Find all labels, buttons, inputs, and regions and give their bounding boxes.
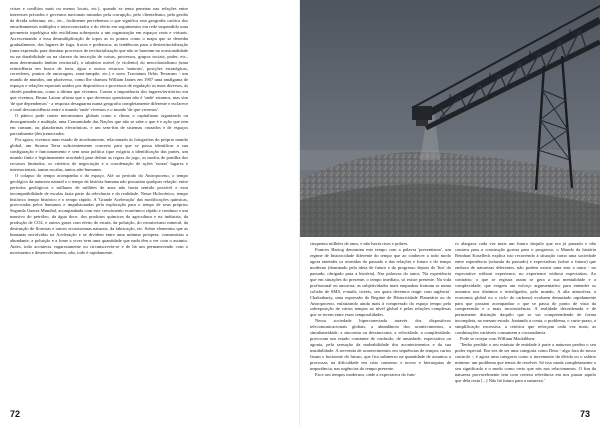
page-number-left: 72 [10, 409, 21, 419]
left-paragraph: Por agora, vivemos num estado de atordoamento, relacionado às fotografias do próprio mundo global, um Stroma Terra suficientemente concreto para que se possa identificar a sua configuração e funcionamento e sem uma política (que exigiria a identificação das partes, um mundo finito e legitimamente acordado) para definir as regras do jogo, os modos de partilha dos recursos limitados, os critérios de negociação e a coordenação de ações 'outras' lugares e internacionais, tantas escalas, tantos não-humanos. [10, 136, 188, 172]
right-column-2 [455, 241, 596, 403]
right-text-columns [310, 241, 596, 403]
left-paragraph: crises e conflitos mais ou menos locais, etc.), quando se tenta penetrar nas relações entre interesses privados e governos nacionais minados pela corrupção, pelo clientelismo, pela gestão da dívida soberana, etc., etc., facilmente percebemos o que significa esta geografia caótica dos encadeamentos múltiplos e interconectados e do efeito em seguimentos em rede suspendido uma geometria topológica não euclidiana sobreposta a um organização em espaços reais e virtuais. Acrescentando a essa desmultiplicação de topos as os pontos como o mapa que se desenha gradualmente, dos lugares de fuga, fracos e poderosos, as tendências para a desterritorialização (uma expressão para dominar processos de territorialização que não se baseiam na ocasionalidade ou na durabilidade ou na clareza da inscrição de coisas, processos, grupos sociais, poder, etc., num determinado âmbito territorial), o tabuleiro móvel (e violento) do neocolonialismo (uma reincidência em busca de terra, água e outros recursos 'naturais', posições estratégicas, corredores, pontos de ancoragem, zona-tampão, etc.) e novo Tractatum Orbis Terrarum - um mundo de mundos, um pluriverso, como lhe chamou William James em 1907 uma amálgama de espaços e relações espaciais unidos por dispositivos e processos de regulação os mais diversos, às chinês pandemias, como a última que vivemos. Contra a importância dos lugares/territórios em que vivemos, Bruno Latour afirma que o que devemos questionar não é 'onde' estamos, mas sim 'de que dependemos' - a resposta desaguarna numa geografia completamente diferente e esclarece o total desconcidência entre o mundo 'onde' vivemos e o mundo 'de que vivemos'. [10, 6, 188, 113]
right-paragraph: Nessa sociedade hiperconectada através dos dispositivos telecomunicacionais globais, a abundância dos acontecimentos, a simultaneidade, a sincronia ou dessincronia, a velocidade, a complexidade, provocam um estado constante de confusão, de ansiedade, expectativa ou agonia, pela sensação da maleabilidade dos acontecimentos e da sua instabilidade. A serventia de acontecimentos em sequências de tempos curtos fixam o horizonte do futuro, que fica submerso na quantidade de assuntos a processar, na dificuldade em criar consenso e novos e hierarquias de importância, nas urgências do tempo presente. [310, 318, 451, 372]
right-paragraph: Frances Hartog denomina este tempo com a palavra 'presentismo', um regime de historicidade diferente do tempo que ao conhecer a todo modo agora entender os avenidas do passado e das relações e futuro e do tempo moderno (dominado pela ideia de futuro e do progresso depois de 'fim' do passado, obrigado para a história). Nas palavras do autor, 'Na experiência que em situações do presente, o tempo imediato, só existe presente. Na vida profissional ou amorosa, as subjetividades mais enquadras formam se numa colisão de SMS, e-mails, tweets, sex quais devemos reagir com urgência'. Chakrabarty, uma expressão do Regime de Historicidade Planetário ou do Antropoceno, enfatizando ainda mais à compressão do espaço tempo pela sobreposição de vários tempos ao nível global e pelas relações complexas que se tecem entre esses temporalidades. [310, 246, 451, 318]
photo-image [300, 0, 600, 237]
left-paragraph: O colapso do tempo acompanha o do espaço. Até ao período do Antropoceno, o tempo geológico da natureza natural e o tempo da história humana não possuíam qualquer relação: entre períodos geológicos e milhares de milhões de anos não havia sentido possível e essa incompatibilidade de escalas fazia parte da relevância e da realidade. Nesse Holocénico, tempo histórico tempo histórico e o tempo rápido. A 'Grande Aceleração' das modificações químicas, provocadas pelos humanos e impulsionadas pela exploração para o tempo de seus próprios Segunda Guerra Mundial, acompanhada com este crescimento económico rápido e contínuo e um massivo do petróleo, da água doce, dos produtos químicos da agricultura e na indústria, da produção de CO2, e outros gases com efeito de estufa, da poluição, do extrativismo mineral, da destruição de florestas e outros ecossistemas naturais, da fabricação, etc. Sobre elementos que as humanas envolvidas na Aceleração e se dividem entre uma mínima próspera, consumistas a abundante, a poluição e a fome a viver sem uma quantidade que nada têm a ver com o assunto. Antes, todo acontecia vagarosamente ou circunscrevia-se e de há um permanecendo com o movimento e desenvolvimento, não, todo é rapidamente. [10, 172, 188, 256]
industrial-photo [300, 0, 600, 237]
right-paragraph: ro alargava cada vez mais um futuro daquilo que era já passado e não contava para a construção gorosa para o progresso, o Mundo da história Reinhart Koselleck explica isto recorrendo à situação como uma sociedade entre experiência (oriunda do passado) e expectativas (sobre o futuro) que embora de naturezas diferentes, não podem existir uma sem a outra - no expectative without experience, no experience without expectation. Ao contrário, o que se registra assim se gera a sua mentalidade e a complexidade, que exigem um esforço argumentativo para entender os assuntos nos distintos e interligados, pelo mundo, A alta atmosfera, a economia global ou o ciclo do carbono) evoluem demasiado rapidamente para que possam acompanhar o que se passa do ponto de vista da compreensão e a mais inconsistência. A realidade desordenada e de permanente distinção daquilo que se vai compreendendo de forma incompleta, no mesmo estado. Juntando a conta, o problema, o curto-prazo, a simplificação excessiva, a retórica que reforçam cada vez mais, as combinações variáveis consumem a circunstância. [455, 241, 596, 336]
right-paragraph: Pode se cotejar com William Mackibben: [460, 336, 536, 342]
left-paragraph: O pânico pode conter mecanismos globais como o clima, o capitalismo organizado ou desorganizado e multipla, uma Comunidade das Nações que não se sabe o que é e ação que tem em comum, ou plataformas electrónicas, e um sem-fim de sistemas cruzados e de espaços parcialmente (des)conectados. [10, 113, 188, 137]
left-text-column [10, 6, 188, 404]
page-number-right: 73 [579, 409, 590, 419]
right-paragraph: cinquenta milhões de anos, e não havia risos e pobres. [310, 241, 409, 246]
right-paragraph: 'Tenho perdido o seu estatuto de entidade à parte a natureza perdeu o seu poder especial. Em vez de ser uma categoria como Deus - algo fora do nosso controlo -, é agora uma categoria como o incremento da dívida ou o salário mínimo: um problema que temos de resolver. Só isso muda completamente o seu significado e o modo como certo que nós nos relacionamos. O fim da natureza provavelmente tem com certeza relevância em nos passar aquilo que dela resta [...] Não há futuro para a natureza.' [455, 342, 596, 383]
right-paragraph: Face aos tempos modernos, onde a expectativa do futu- [315, 371, 416, 377]
right-column-1 [310, 241, 451, 403]
right-page [300, 0, 600, 426]
